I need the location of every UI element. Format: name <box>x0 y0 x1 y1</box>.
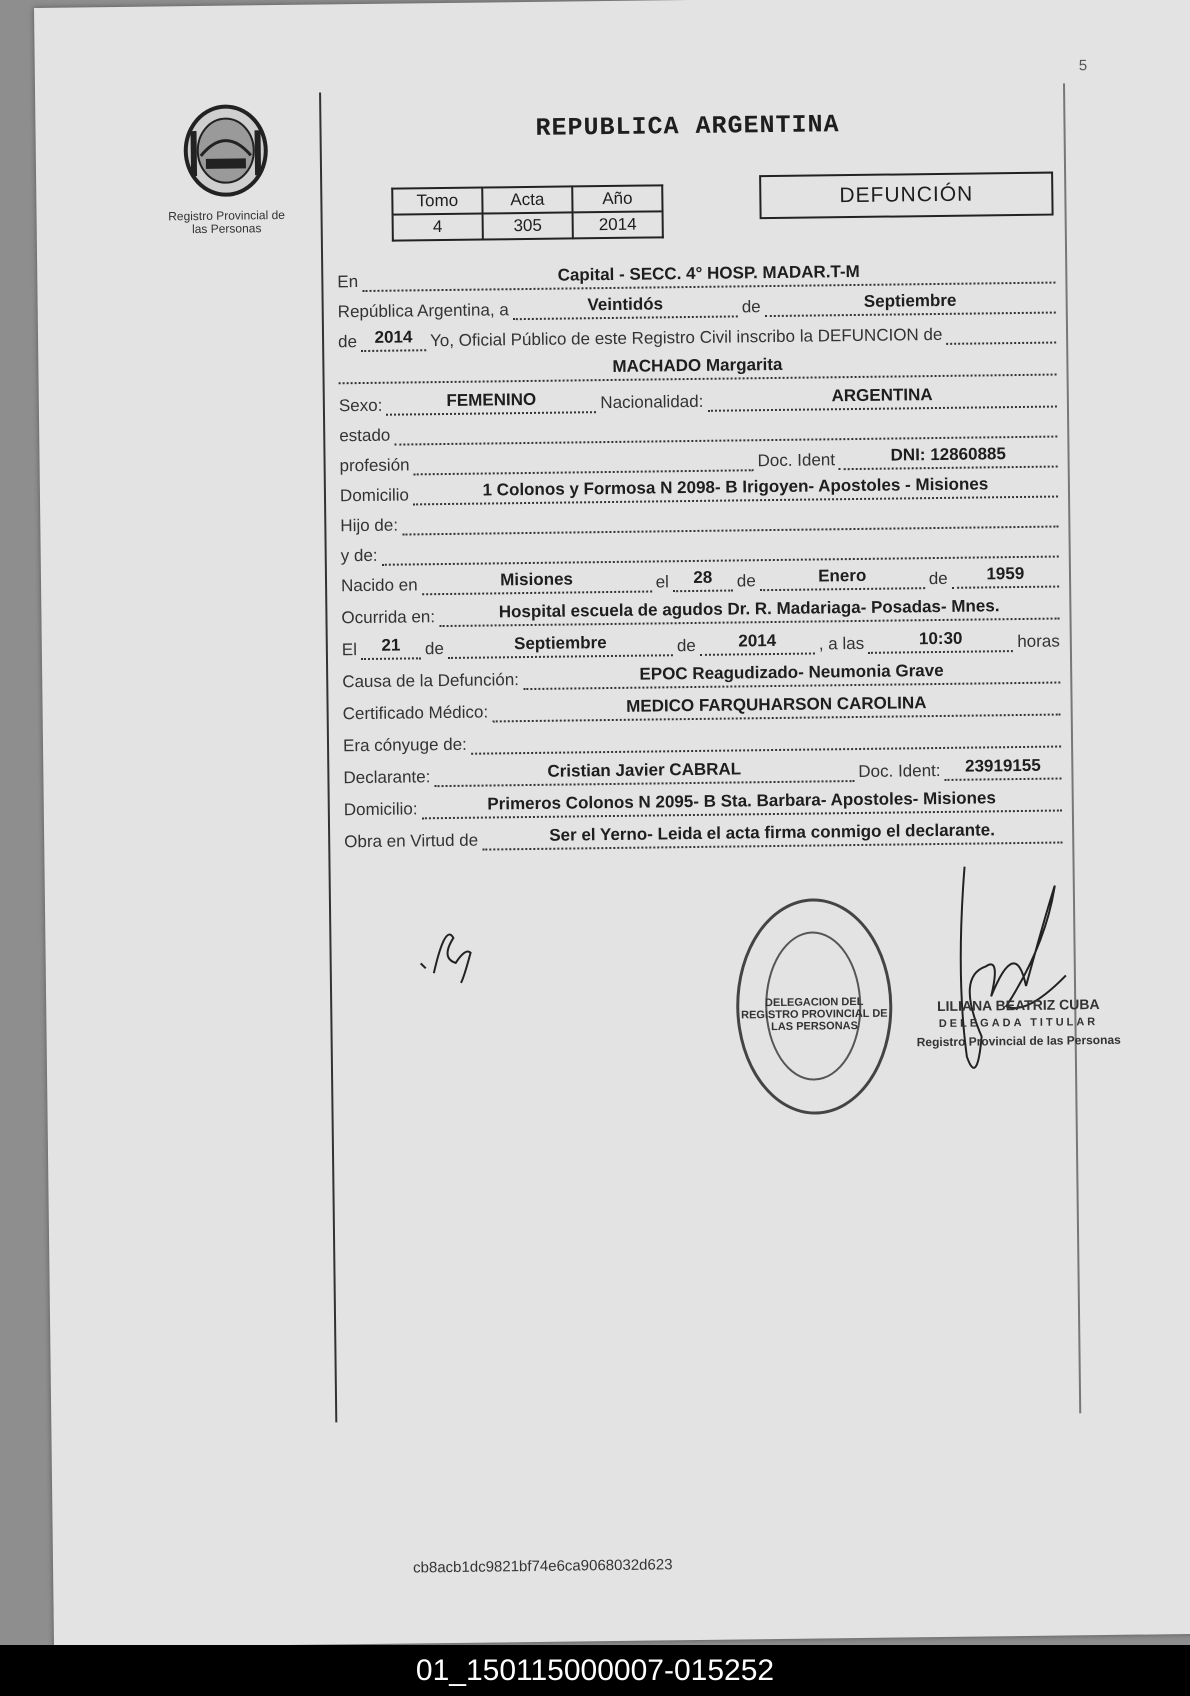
sexo-value: FEMENINO <box>386 389 596 416</box>
value-tomo: 4 <box>393 214 483 241</box>
document-hash: cb8acb1dc9821bf74e6ca9068032d623 <box>412 1556 673 1577</box>
doc-label: Doc. Ident <box>757 450 836 471</box>
stamp-text: DELEGACION DEL REGISTRO PROVINCIAL DE LAS PERSONAS <box>741 995 888 1034</box>
causa-label: Causa de la Defunción: <box>342 670 520 692</box>
sexo-label: Sexo: <box>338 395 383 416</box>
official-signature <box>924 855 1087 1087</box>
document-title: REPUBLICA ARGENTINA <box>535 110 840 143</box>
value-ano: 2014 <box>573 211 663 238</box>
nacionalidad-label: Nacionalidad: <box>600 391 704 413</box>
domicilio-label: Domicilio <box>339 485 410 506</box>
causa-value: EPOC Reagudizado- Neumonia Grave <box>523 660 1061 691</box>
de-label-4: de <box>928 568 948 589</box>
death-year: 2014 <box>700 631 815 656</box>
decl-doc-label: Doc. Ident: <box>858 760 941 781</box>
file-id-footer: 01_150115000007-015252 <box>0 1645 1190 1696</box>
header-acta: Acta <box>482 186 572 213</box>
ocurrida-label: Ocurrida en: <box>341 607 436 628</box>
header-tomo: Tomo <box>392 188 482 215</box>
obra-value: Ser el Yerno- Leida el acta firma conmigo el declarante. <box>482 820 1062 851</box>
right-margin-line <box>1063 83 1081 1413</box>
en-label: En <box>337 272 359 292</box>
year-value: 2014 <box>361 327 426 352</box>
document-page <box>34 0 1190 1648</box>
domicilio2-label: Domicilio: <box>343 799 418 820</box>
birth-day: 28 <box>673 568 733 593</box>
birth-year: 1959 <box>952 564 1060 589</box>
declarante-label: Declarante: <box>343 767 431 788</box>
de-label-6: de <box>676 635 696 656</box>
death-month: Septiembre <box>448 632 673 659</box>
estado-label: estado <box>339 425 391 446</box>
month-value: Septiembre <box>765 290 1056 318</box>
yo-blank <box>946 320 1056 345</box>
yo-text: Yo, Oficial Público de este Registro Civil inscribo la DEFUNCION de <box>429 324 943 351</box>
decl-doc-value: 23919155 <box>944 756 1061 781</box>
de-label-2: de <box>337 332 358 352</box>
conyuge-label: Era cónyuge de: <box>342 734 467 756</box>
header-ano: Año <box>572 185 662 212</box>
yde-label: y de: <box>340 545 378 566</box>
row-obra <box>344 813 1066 852</box>
page-number: 5 <box>1078 57 1088 75</box>
initials-signature <box>415 918 486 989</box>
nacido-label: Nacido en <box>340 575 418 596</box>
signer-name: LILIANA BEATRIZ CUBA <box>936 996 1100 1015</box>
horas-label: horas <box>1017 631 1060 652</box>
obra-label: Obra en Virtud de <box>344 830 479 852</box>
birth-month: Enero <box>760 565 925 591</box>
declarante-value: Cristian Javier CABRAL <box>434 758 854 787</box>
ocurrida-value: Hospital escuela de agudos Dr. R. Madariaga- Posadas- Mnes. <box>439 596 1060 628</box>
deceased-name: MACHADO Margarita <box>338 352 1056 385</box>
hijo-label: Hijo de: <box>340 515 399 536</box>
tomo-acta-table <box>391 184 664 241</box>
act-type-box: DEFUNCIÓN <box>759 172 1054 220</box>
signature-block <box>916 995 1121 1051</box>
nacido-value: Misiones <box>421 568 651 595</box>
province-seal <box>165 100 287 236</box>
left-margin-line <box>319 92 337 1422</box>
signer-role: DELEGADA TITULAR <box>938 1016 1099 1031</box>
de-label-1: de <box>741 297 761 317</box>
domicilio-value: 1 Colonos y Formosa N 2098- B Irigoyen- Apostoles - Misiones <box>413 474 1058 506</box>
republica-label: República Argentina, a <box>337 300 509 322</box>
seal-icon <box>180 100 271 201</box>
signer-org: Registro Provincial de las Personas <box>916 1032 1121 1050</box>
nacionalidad-value: ARGENTINA <box>707 384 1057 412</box>
alas-label: , a las <box>818 633 865 654</box>
official-stamp <box>735 898 894 1116</box>
de-label-5: de <box>424 639 445 659</box>
el-label: el <box>655 572 669 592</box>
en-value: Capital - SECC. 4° HOSP. MADAR.T-M <box>362 260 1055 292</box>
certificado-label: Certificado Médico: <box>342 702 489 724</box>
value-acta: 305 <box>483 212 573 239</box>
el2-label: El <box>341 640 358 660</box>
death-day: 21 <box>361 635 421 660</box>
de-label-3: de <box>736 571 756 591</box>
profesion-label: profesión <box>339 455 410 476</box>
doc-value: DNI: 12860885 <box>839 444 1058 471</box>
certificado-value: MEDICO FARQUHARSON CAROLINA <box>492 692 1061 723</box>
domicilio2-value: Primeros Colonos N 2095- B Sta. Barbara- Apostoles- Misiones <box>421 788 1062 820</box>
registry-caption: Registro Provincial de las Personas <box>168 207 285 237</box>
day-words: Veintidós <box>513 293 738 320</box>
death-time: 10:30 <box>868 628 1013 654</box>
